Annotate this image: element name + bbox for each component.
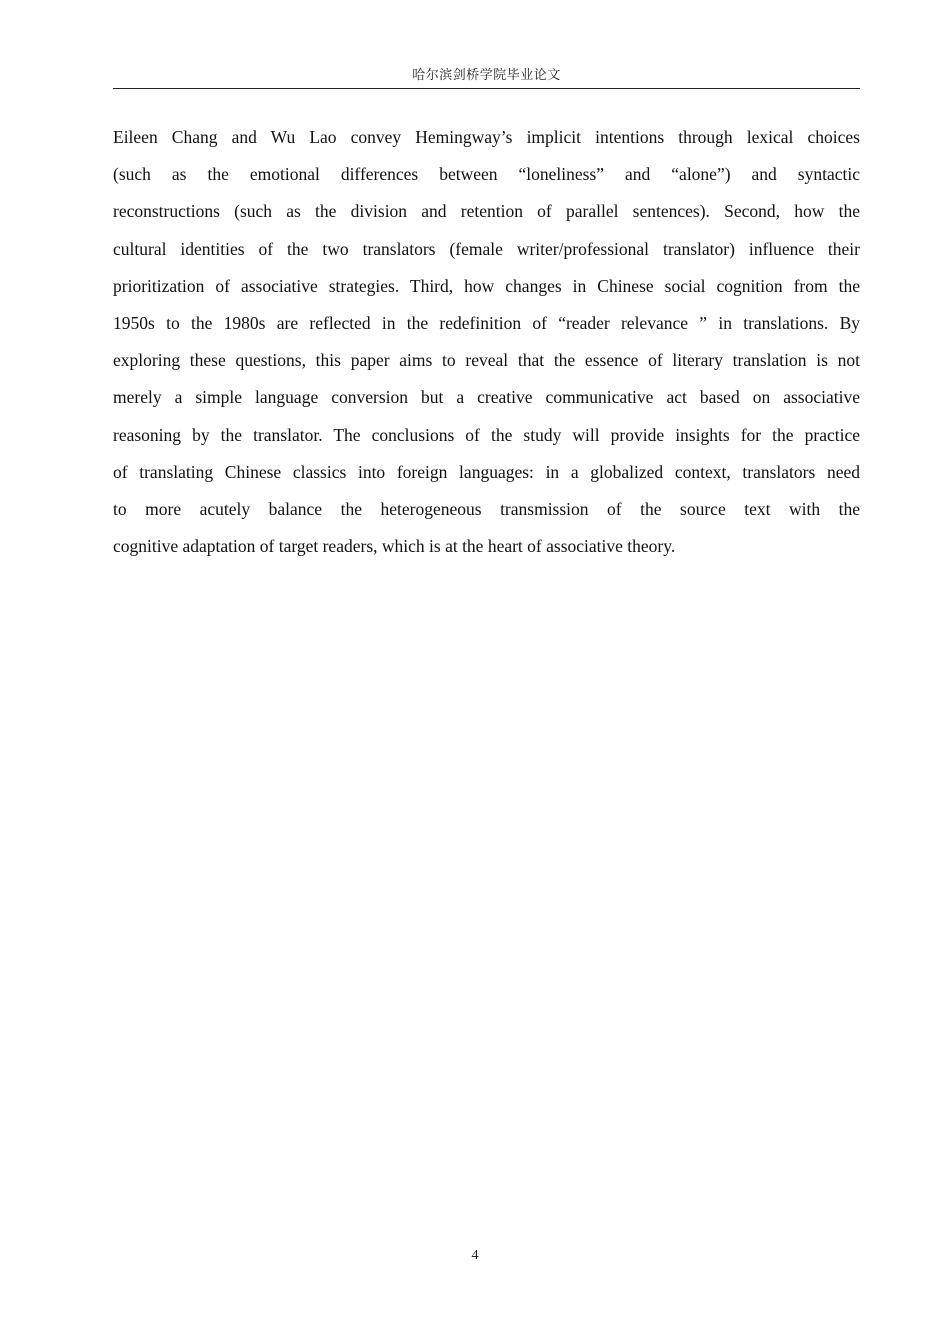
paragraph-line: (such as the emotional differences between “loneliness” and “alone”) and syntactic bbox=[113, 164, 860, 185]
paragraph-line: cognitive adaptation of target readers, which is at the heart of associative theory. bbox=[113, 536, 676, 557]
page-number: 4 bbox=[471, 1248, 479, 1263]
paragraph-line: 1950s to the 1980s are reflected in the redefinition of “reader relevance ” in translations. By bbox=[113, 312, 860, 333]
paragraph-line: exploring these questions, this paper aims to reveal that the essence of literary translation is not bbox=[113, 350, 860, 371]
paragraph-line: merely a simple language conversion but a creative communicative act based on associative bbox=[113, 387, 860, 408]
page-header bbox=[113, 66, 860, 89]
header-title: 哈尔滨剑桥学院毕业论文 bbox=[412, 68, 561, 83]
paragraph-line: cultural identities of the two translators (female writer/professional translator) influence their bbox=[113, 238, 860, 259]
paragraph-line: Eileen Chang and Wu Lao convey Hemingway’s implicit intentions through lexical choices bbox=[113, 127, 860, 147]
paragraph-line: reasoning by the translator. The conclusions of the study will provide insights for the practice bbox=[113, 424, 860, 445]
paragraph-line: reconstructions (such as the division and retention of parallel sentences). Second, how the bbox=[113, 201, 860, 222]
paragraph-line: to more acutely balance the heterogeneous transmission of the source text with the bbox=[113, 498, 860, 519]
paragraph-line: of translating Chinese classics into foreign languages: in a globalized context, translators need bbox=[113, 461, 860, 482]
body-paragraph bbox=[113, 119, 860, 565]
paragraph-line: prioritization of associative strategies. Third, how changes in Chinese social cognition from the bbox=[113, 275, 860, 296]
